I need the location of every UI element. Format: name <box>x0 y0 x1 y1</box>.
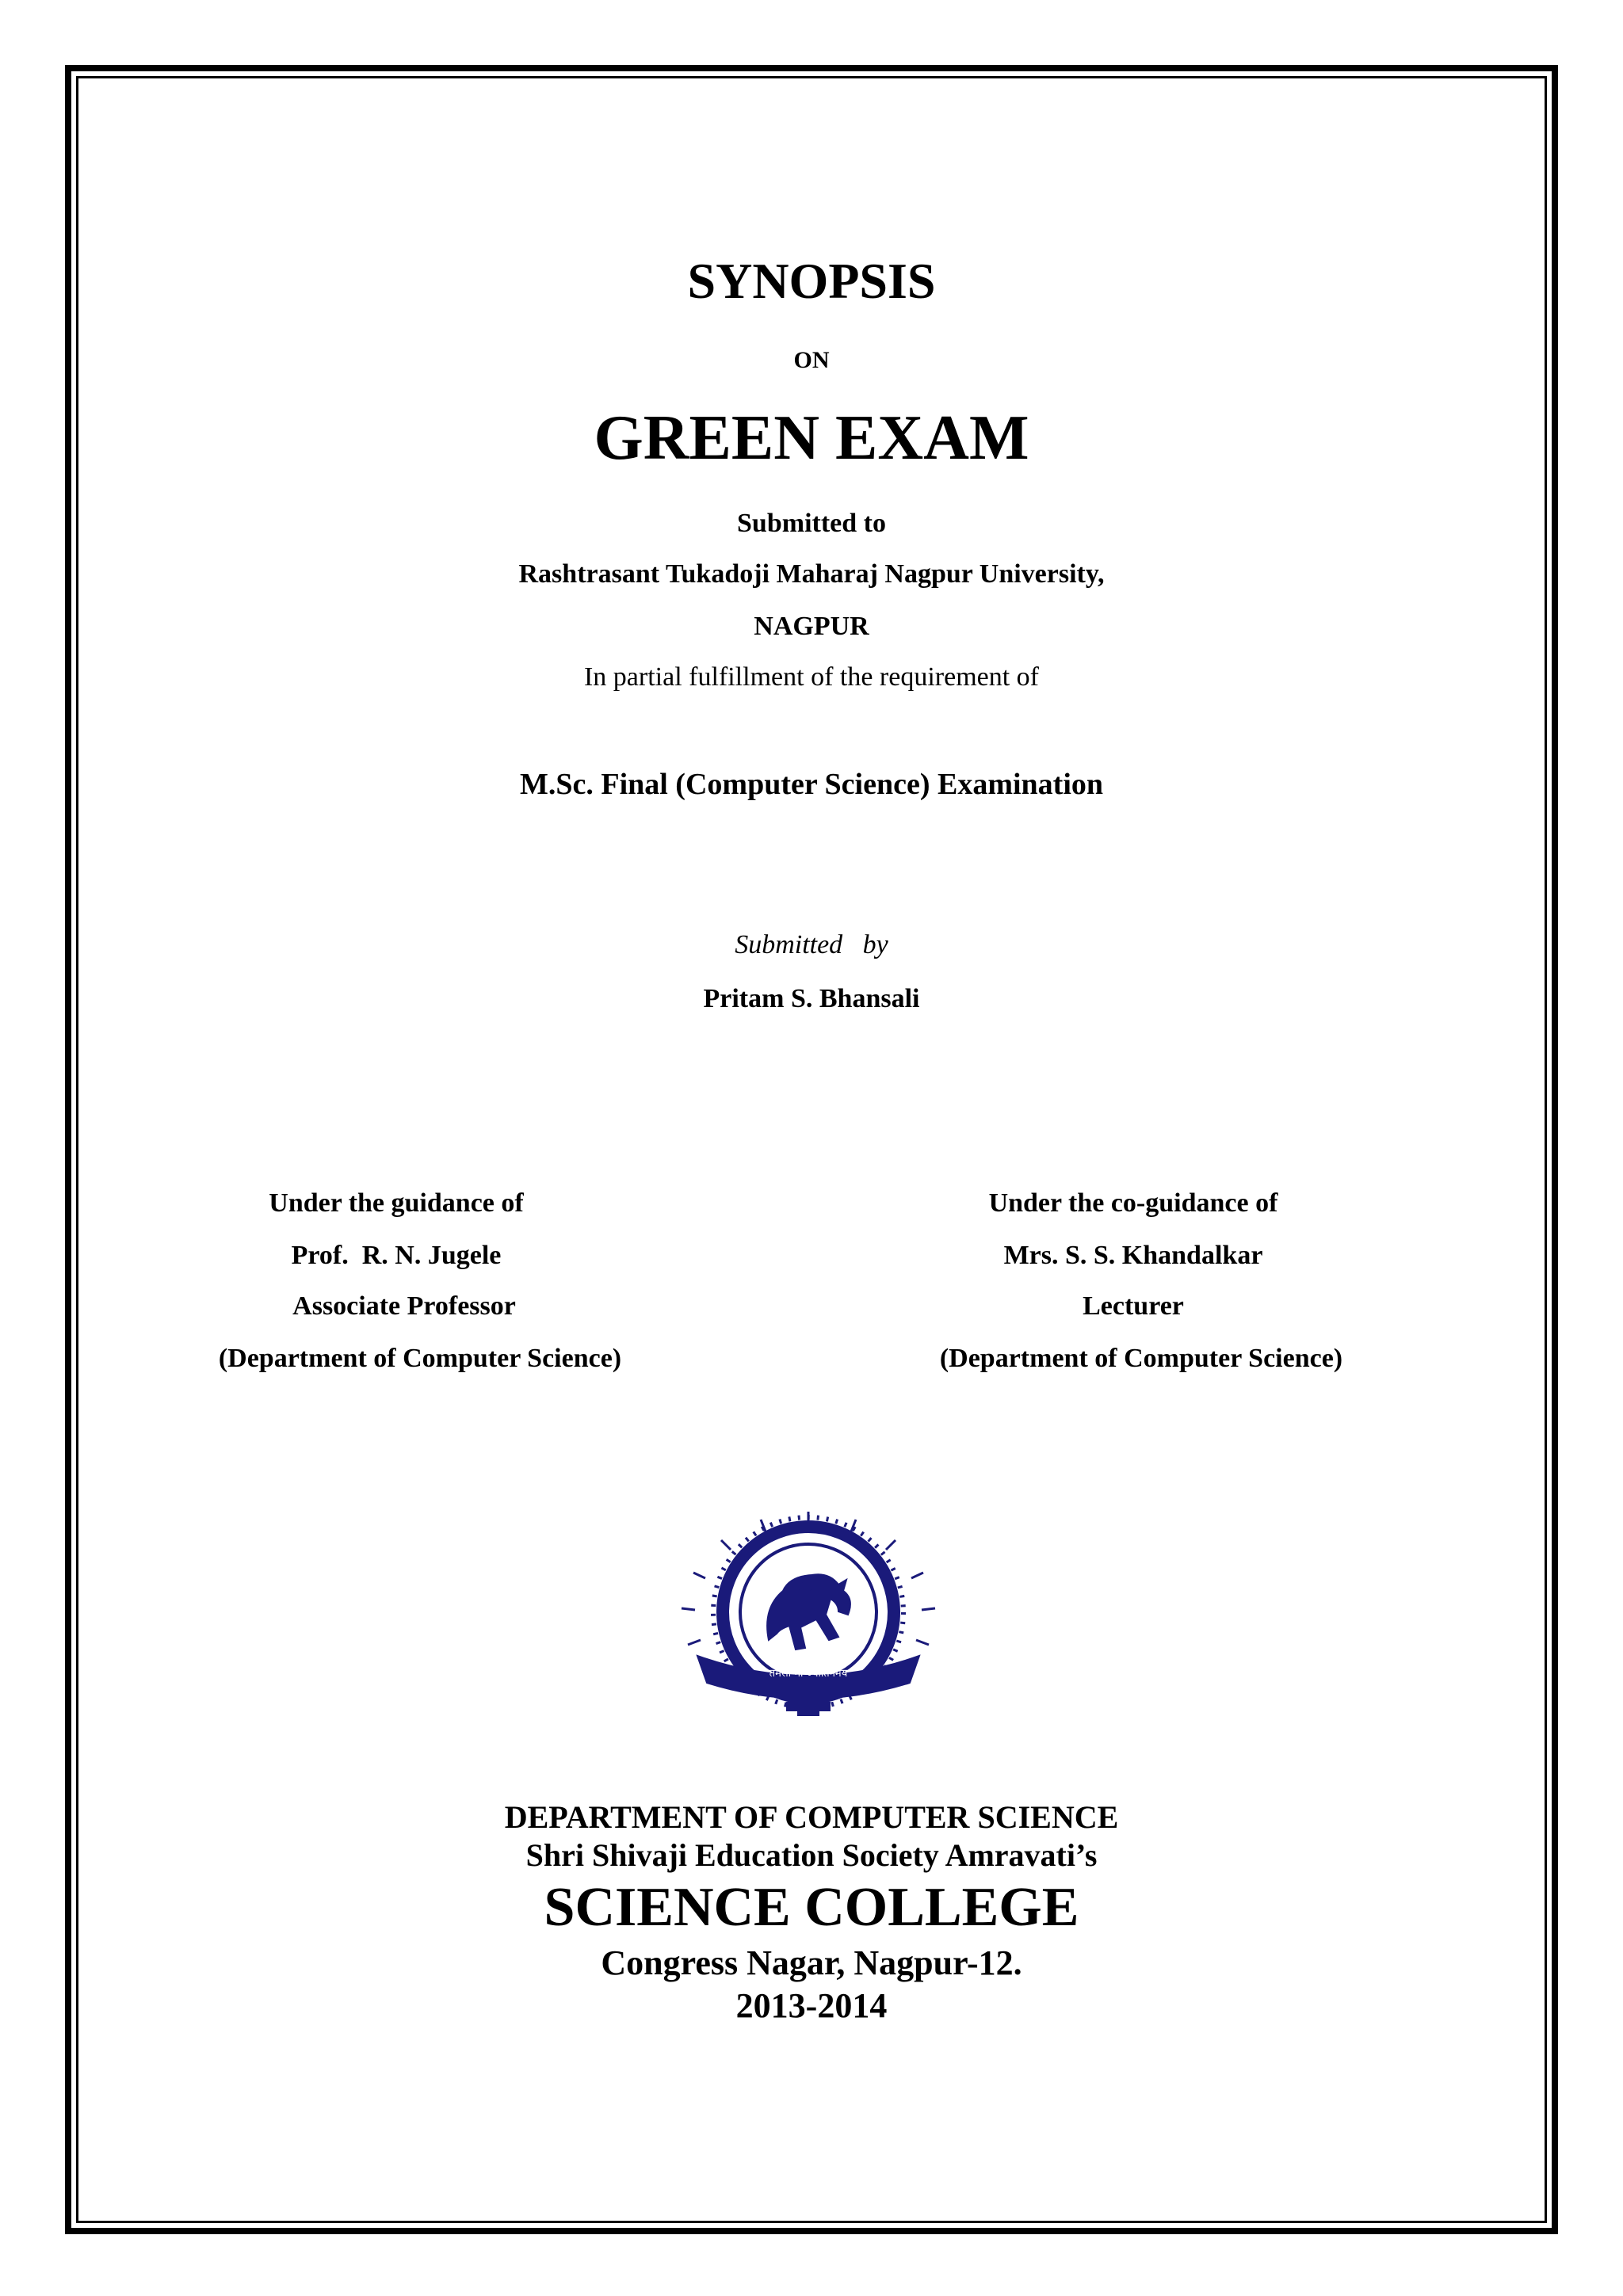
guide-label: Under the guidance of <box>269 1188 524 1218</box>
university-city: NAGPUR <box>754 612 869 641</box>
submitted-by-label: Submitted by <box>735 930 888 959</box>
college-name: SCIENCE COLLEGE <box>544 1877 1079 1938</box>
co-guide-label: Under the co-guidance of <box>988 1188 1278 1218</box>
co-guide-department: (Department of Computer Science) <box>939 1344 1343 1373</box>
guide-designation: Associate Professor <box>292 1291 516 1321</box>
document-title: SYNOPSIS <box>687 253 936 309</box>
college-seal-icon <box>666 1505 951 1727</box>
project-title: GREEN EXAM <box>594 403 1029 473</box>
guide-name: Prof. R. N. Jugele <box>291 1241 502 1270</box>
examination-name: M.Sc. Final (Computer Science) Examination <box>519 768 1104 801</box>
university-name: Rashtrasant Tukadoji Maharaj Nagpur University, <box>518 559 1105 589</box>
department-name: DEPARTMENT OF COMPUTER SCIENCE <box>504 1799 1119 1835</box>
academic-year: 2013-2014 <box>735 1986 888 2025</box>
on-label: ON <box>793 347 830 373</box>
guide-department: (Department of Computer Science) <box>218 1344 622 1373</box>
guide-block <box>174 1188 666 1394</box>
co-guide-designation: Lecturer <box>1083 1291 1184 1321</box>
submitted-to-label: Submitted to <box>737 509 886 538</box>
fulfillment-text: In partial fulfillment of the requirement of <box>583 662 1039 692</box>
student-name: Pritam S. Bhansali <box>703 984 920 1013</box>
society-name: Shri Shivaji Education Society Amravati’s <box>525 1837 1098 1873</box>
seal-motto: तमसो मा ज्योतिर्गमय <box>769 1668 848 1680</box>
co-guide-name: Mrs. S. S. Khandalkar <box>1003 1241 1263 1270</box>
college-address: Congress Nagar, Nagpur-12. <box>601 1943 1022 1982</box>
co-guide-block <box>896 1188 1387 1394</box>
